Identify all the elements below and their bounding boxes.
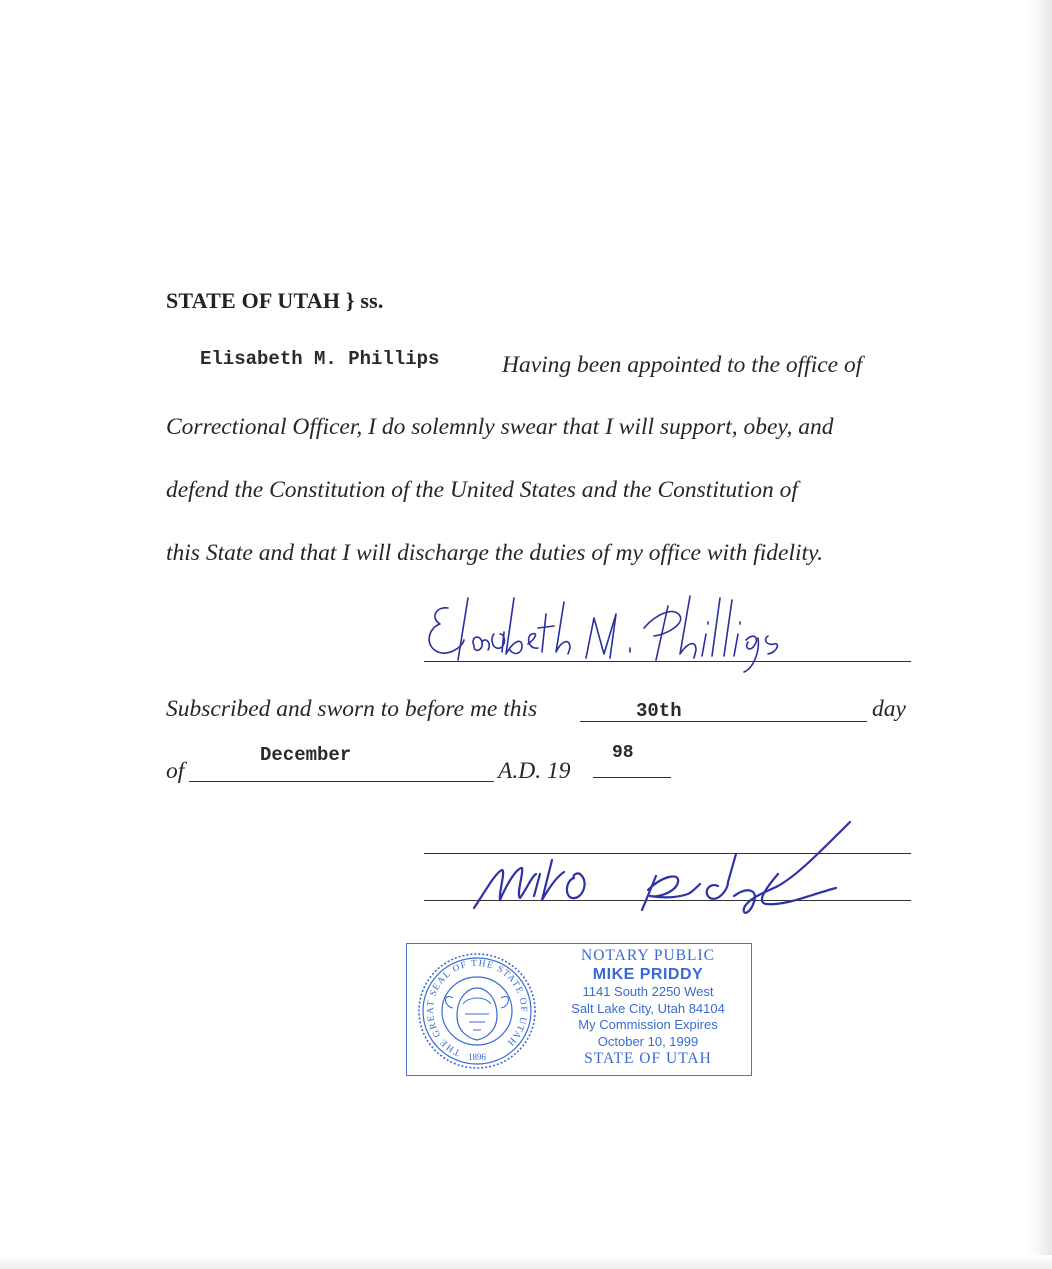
stamp-text-block xyxy=(545,947,751,1068)
year-value: 98 xyxy=(612,743,634,763)
stamp-title: NOTARY PUBLIC xyxy=(581,947,715,964)
affiant-signature-line xyxy=(424,661,911,662)
utah-seal-icon xyxy=(413,950,541,1072)
affiant-name-typed: Elisabeth M. Phillips xyxy=(200,348,440,370)
stamp-expiry-date: October 10, 1999 xyxy=(597,1033,699,1049)
month-value: December xyxy=(260,744,352,766)
notary-signature xyxy=(466,816,856,926)
stamp-state: STATE OF UTAH xyxy=(584,1050,712,1067)
stamp-address-line-2: Salt Lake City, Utah 84104 xyxy=(571,1000,725,1016)
oath-line-1: Having been appointed to the office of xyxy=(502,352,863,378)
jurat-prefix: Subscribed and sworn to before me this xyxy=(166,696,538,722)
oath-line-3: defend the Constitution of the United States and the Constitution of xyxy=(166,477,798,503)
seal-year: 1896 xyxy=(468,1052,486,1062)
state-heading: STATE OF UTAH } ss. xyxy=(166,288,384,313)
day-word: day xyxy=(872,696,906,722)
stamp-notary-name: MIKE PRIDDY xyxy=(592,966,704,983)
page-edge-shadow xyxy=(1028,0,1052,1269)
day-blank-line xyxy=(580,721,867,722)
oath-line-4: this State and that I will discharge the duties of my office with fidelity. xyxy=(166,540,824,566)
affiant-signature xyxy=(418,588,818,678)
month-blank-line xyxy=(189,781,494,782)
of-word: of xyxy=(166,758,185,784)
seal-ring-text: THE GREAT SEAL OF THE STATE OF UTAH xyxy=(426,958,529,1058)
year-blank-line xyxy=(593,777,671,778)
svg-text:THE GREAT SEAL OF THE STATE OF xyxy=(426,959,528,1057)
stamp-commission-label: My Commission Expires xyxy=(578,1017,718,1032)
notary-stamp xyxy=(406,943,752,1076)
ad-label: A.D. 19 xyxy=(498,758,571,784)
day-value: 30th xyxy=(636,700,682,722)
stamp-address-line-1: 1141 South 2250 West xyxy=(582,984,714,999)
page-bottom-shadow xyxy=(0,1255,1052,1269)
oath-line-2: Correctional Officer, I do solemnly swear that I will support, obey, and xyxy=(166,414,834,440)
